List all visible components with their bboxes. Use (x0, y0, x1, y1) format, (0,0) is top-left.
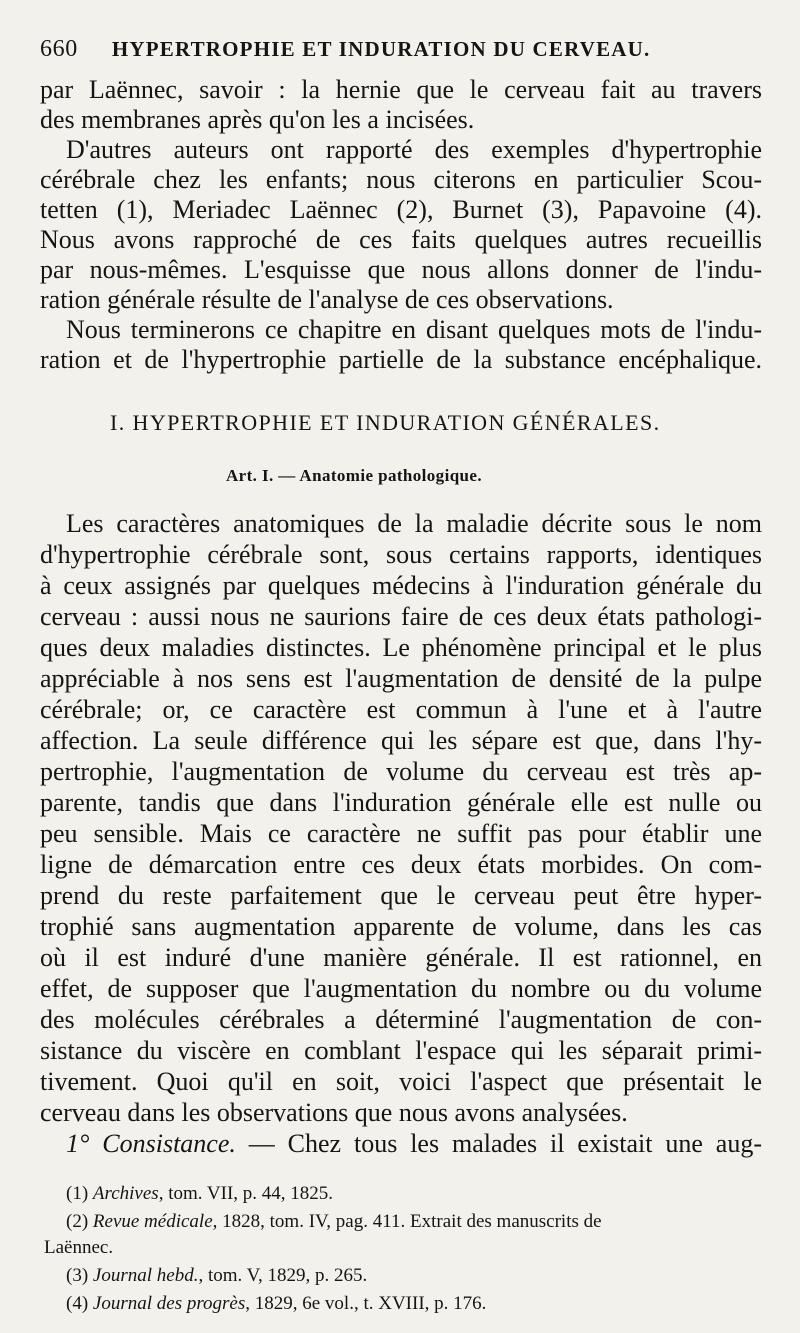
text-line: pertrophie, l'augmentation de volume du cerveau est très ap- (40, 757, 762, 786)
text-line: où il est induré d'une manière générale. Il est rationnel, en (40, 943, 762, 972)
text-line: Les caractères anatomiques de la maladie décrite sous le nom (66, 509, 762, 538)
footnote-text: , 1828, tom. IV, pag. 411. Extrait des manuscrits de (212, 1211, 602, 1232)
footnote-text: , tom. V, 1829, p. 265. (198, 1265, 368, 1286)
footnote-source: Journal hebd. (92, 1265, 199, 1286)
footnote-2-continued: Laënnec. (44, 1237, 114, 1258)
text-line: trophié sans augmentation apparente de volume, dans les cas (40, 912, 762, 941)
text-line: D'autres auteurs ont rapporté des exemples d'hypertrophie (66, 135, 762, 164)
running-title: HYPERTROPHIE ET INDURATION DU CERVEAU. (111, 37, 651, 61)
footnote-text: , tom. VII, p. 44, 1825. (158, 1183, 334, 1204)
article-heading: Art. I. — Anatomie pathologique. (226, 466, 483, 485)
text-line: tetten (1), Meriadec Laënnec (2), Burnet (3), Papavoine (4). (40, 195, 762, 224)
text-line: Nous avons rapproché de ces faits quelques autres recueillis (40, 225, 762, 254)
text-line: à ceux assignés par quelques médecins à l'induration générale du (40, 571, 762, 600)
text-line: appréciable à nos sens est l'augmentation de densité de la pulpe (40, 664, 762, 693)
text-line: cerveau : aussi nous ne saurions faire de ces deux états pathologi- (40, 602, 762, 631)
footnote-text: , 1829, 6e vol., t. XVIII, p. 176. (245, 1293, 487, 1314)
text-line: cérébrale chez les enfants; nous citerons en particulier Scou- (40, 165, 762, 194)
footnote-number: (3) (66, 1265, 89, 1286)
text-line: cérébrale; or, ce caractère est commun à l'une et à l'autre (40, 695, 762, 724)
text-line (66, 1128, 762, 1160)
text-line: tivement. Quoi qu'il en soit, voici l'aspect que présentait le (40, 1067, 762, 1096)
text-line: ration générale résulte de l'analyse de ces observations. (40, 285, 614, 314)
footnote-2 (66, 1210, 762, 1234)
text-line: prend du reste parfaitement que le cerveau peut être hyper- (40, 881, 762, 910)
page-number: 660 (40, 36, 78, 62)
text-line: des molécules cérébrales a déterminé l'augmentation de con- (40, 1005, 762, 1034)
footnote-source: Journal des progrès (92, 1293, 246, 1314)
running-header (40, 36, 760, 66)
text-line: affection. La seule différence qui les sépare est que, dans l'hy- (40, 726, 762, 755)
section-heading: I. HYPERTROPHIE ET INDURATION GÉNÉRALES. (110, 410, 661, 435)
text-run: — Chez tous les malades il existait une aug- (235, 1129, 762, 1158)
text-line: peu sensible. Mais ce caractère ne suffit pas pour établir une (40, 819, 762, 848)
text-line: par nous-mêmes. L'esquisse que nous allons donner de l'indu- (40, 255, 762, 284)
footnote-number: (1) (66, 1183, 89, 1204)
italic-label: 1° Consistance. (66, 1129, 236, 1158)
footnote-source: Revue médicale (92, 1211, 213, 1232)
footnote-number: (2) (66, 1211, 89, 1232)
text-line: ration et de l'hypertrophie partielle de la substance encéphalique. (40, 345, 762, 374)
text-line: sistance du viscère en comblant l'espace qui les séparait primi- (40, 1036, 762, 1065)
text-line: ques deux maladies distinctes. Le phénomène principal et le plus (40, 633, 762, 662)
footnote-3 (66, 1264, 762, 1288)
text-line: par Laënnec, savoir : la hernie que le cerveau fait au travers (40, 75, 762, 104)
text-line: cerveau dans les observations que nous avons analysées. (40, 1098, 628, 1127)
footnote-source: Archives (92, 1183, 159, 1204)
text-line: ligne de démarcation entre ces deux états morbides. On com- (40, 850, 762, 879)
footnote-4 (66, 1292, 762, 1316)
footnote-1 (66, 1182, 762, 1206)
text-line: effet, de supposer que l'augmentation du nombre ou du volume (40, 974, 762, 1003)
text-line: des membranes après qu'on les a incisées. (40, 105, 475, 134)
text-line: d'hypertrophie cérébrale sont, sous certains rapports, identiques (40, 540, 762, 569)
text-line: Nous terminerons ce chapitre en disant quelques mots de l'indu- (66, 315, 762, 344)
text-line: parente, tandis que dans l'induration générale elle est nulle ou (40, 788, 762, 817)
footnote-number: (4) (66, 1293, 89, 1314)
